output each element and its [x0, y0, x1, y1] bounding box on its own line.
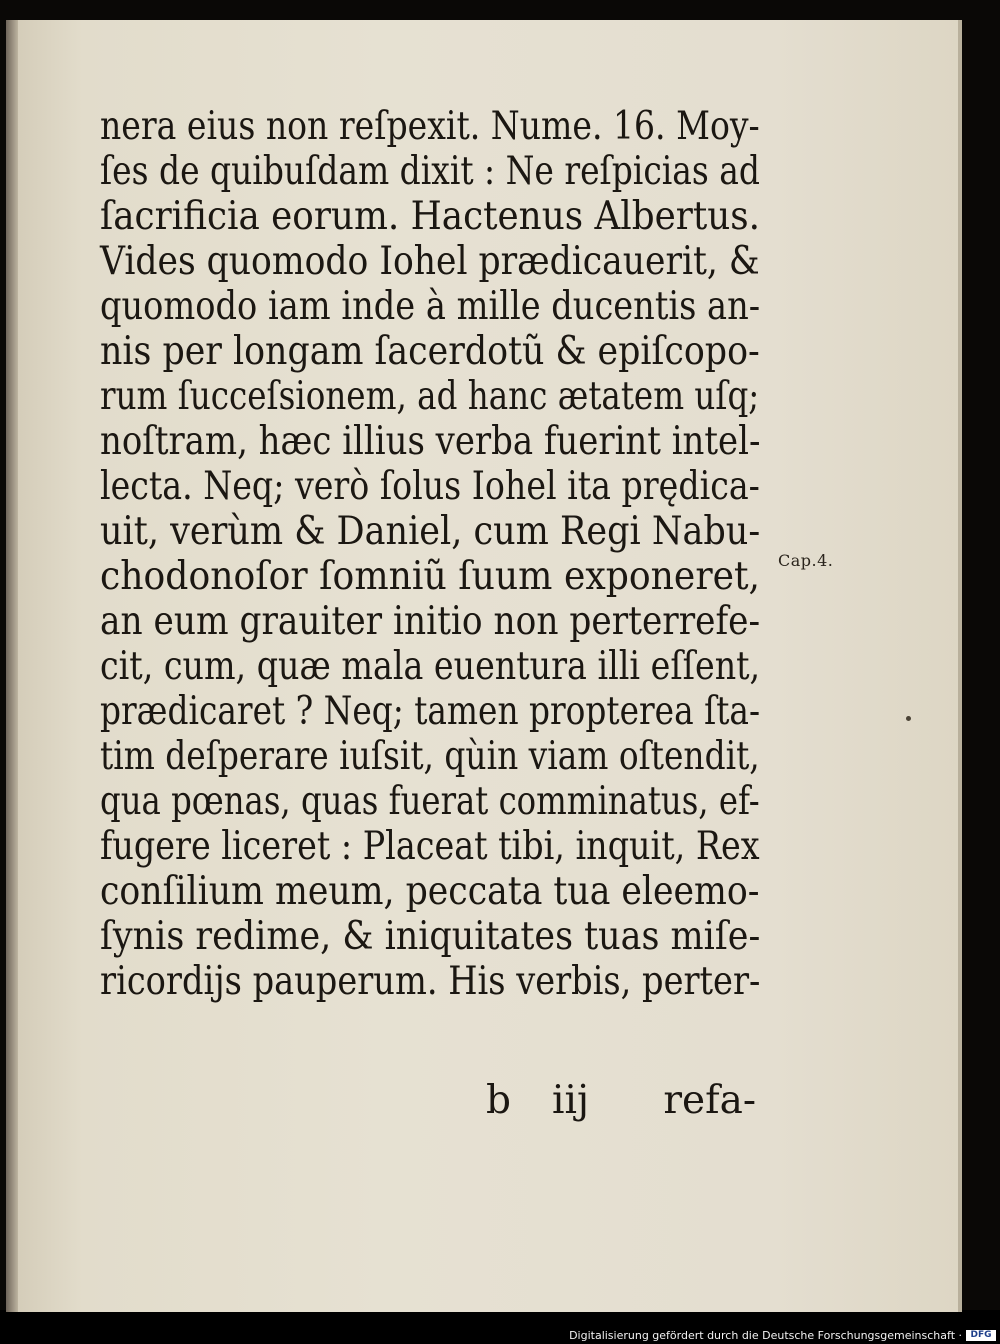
text-line: ſynis redime, & iniquitates tuas miſe-	[100, 914, 761, 959]
text-line: an eum grauiter initio non perterrefe-	[100, 599, 761, 644]
page-gutter	[6, 20, 18, 1312]
marginal-note: Cap.4.	[778, 551, 834, 570]
text-line: chodonoſor ſomniũ ſuum exponeret,	[100, 554, 761, 599]
text-line: quomodo iam inde à mille ducentis an-	[100, 284, 761, 329]
text-line: ſes de quibuſdam dixit : Ne reſpicias ad	[100, 149, 760, 194]
text-line: tim deſperare iuſsit, qùin viam oſtendit,	[100, 734, 760, 779]
signature-mark: b	[486, 1078, 511, 1123]
footer-bar	[0, 1328, 1000, 1344]
text-line: fugere liceret : Placeat tibi, inquit, Rex	[100, 824, 760, 869]
text-line: uit, verùm & Daniel, cum Regi Nabu-	[100, 509, 761, 554]
text-line: ricordijs pauperum. His verbis, perter-	[100, 959, 761, 1004]
dfg-logo-icon: DFG	[966, 1330, 996, 1341]
text-line: ſacrificia eorum. Hactenus Albertus.	[100, 194, 761, 239]
text-line: cit, cum, quæ mala euentura illi eſſent,	[100, 644, 761, 689]
text-line: lecta. Neq; verò ſolus Iohel ita prędica-	[100, 464, 760, 509]
footer-credit: Digitalisierung gefördert durch die Deutsche Forschungsgemeinschaft ·	[569, 1329, 962, 1342]
ink-speck	[906, 716, 911, 721]
signature-number: iij	[552, 1078, 590, 1123]
text-line: rum ſucceſsionem, ad hanc ætatem uſq;	[100, 374, 760, 419]
text-line: Vides quomodo Iohel prædicauerit, &	[100, 239, 760, 284]
text-line: qua pœnas, quas fuerat comminatus, ef-	[100, 779, 760, 824]
text-line: noſtram, hæc illius verba fuerint intel-	[100, 419, 761, 464]
text-line: nera eius non reſpexit. Nume. 16. Moy-	[100, 104, 760, 149]
text-line: nis per longam ſacerdotũ & epiſcopo-	[100, 329, 760, 374]
text-line: conſilium meum, peccata tua eleemo-	[100, 869, 760, 914]
body-text	[100, 104, 760, 1004]
catchword: refa-	[663, 1078, 756, 1123]
page-edge	[958, 20, 962, 1312]
text-line: prædicaret ? Neq; tamen propterea ſta-	[100, 689, 761, 734]
